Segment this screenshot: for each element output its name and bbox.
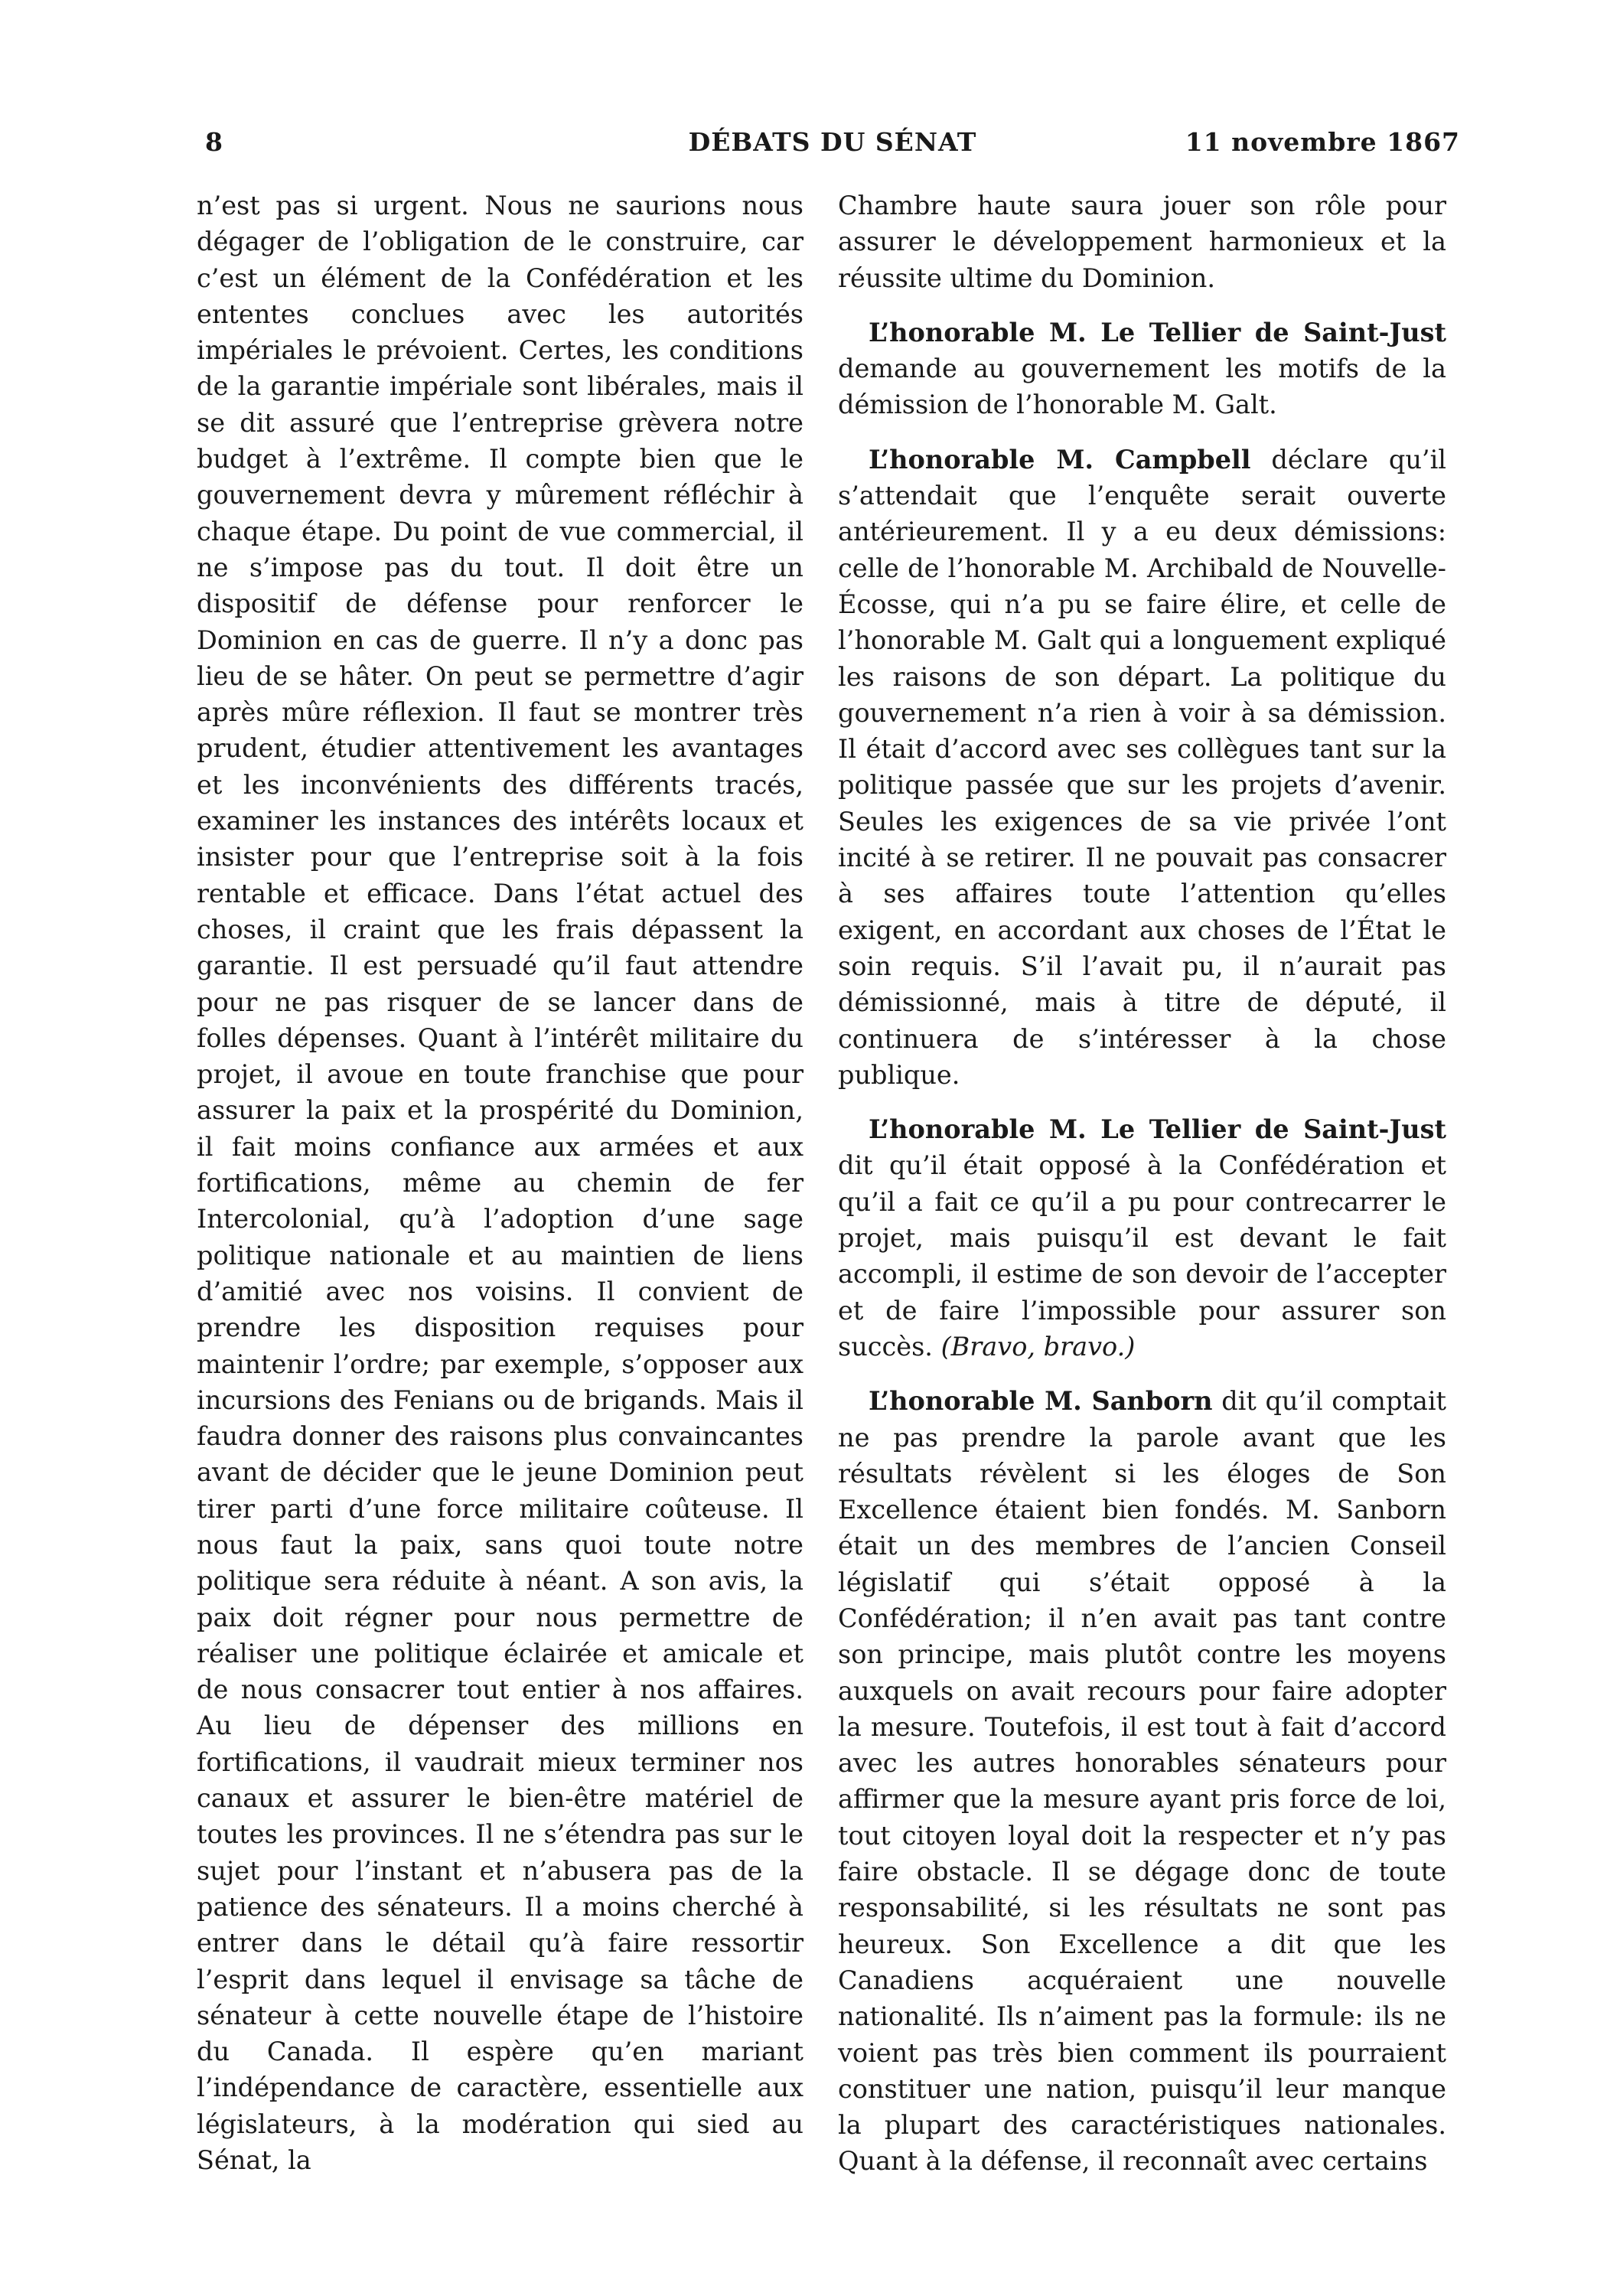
speech-paragraph xyxy=(838,1111,1446,1365)
speech-paragraph xyxy=(838,315,1446,423)
speech-text: demande au gouvernement les motifs de la démission de l’honorable M. Galt. xyxy=(838,354,1446,420)
continued-paragraph: Chambre haute saura jouer son rôle pour assurer le développement harmonieux et la réussite ultime du Dominion. xyxy=(838,191,1446,293)
speech-paragraph xyxy=(838,1383,1446,2180)
page-number: 8 xyxy=(205,127,223,157)
speaker-name: L’honorable M. Sanborn xyxy=(869,1386,1213,1417)
left-column-paragraph: n’est pas si urgent. Nous ne saurions nous dégager de l’obligation de le construire, car c’est un élément de la Confédération et les ententes conclues avec les autorités impériales le prévoient. Certes, les conditions de la garantie impériale sont libérales, mais il se dit assuré que l’entreprise grèvera notre budget à l’extrême. Il compte bien que le gouvernement devra y mûrement réfléchir à chaque étape. Du point de vue commercial, il ne s’impose pas du tout. Il doit être un dispositif de défense pour renforcer le Dominion en cas de guerre. Il n’y a donc pas lieu de se hâter. On peut se permettre d’agir après mûre réflexion. Il faut se montrer très prudent, étudier attentivement les avantages et les inconvénients des différents tracés, examiner les instances des intérêts locaux et insister pour que l’entreprise soit à la fois rentable et efficace. Dans l’état actuel des choses, il craint que les frais dépassent la garantie. Il est persuadé qu’il faut attendre pour ne pas risquer de se lancer dans de folles dépenses. Quant à l’intérêt militaire du projet, il avoue en toute franchise que pour assurer la paix et la prospérité du Dominion, il fait moins confiance aux armées et aux fortifications, même au chemin de fer Intercolonial, qu’à l’adoption d’une sage politique nationale et au maintien de liens d’amitié avec nos voisins. Il convient de prendre les disposition requises pour maintenir l’ordre; par exemple, s’opposer aux incursions des Fenians ou de brigands. Mais il faudra donner des raisons plus convaincantes avant de décider que le jeune Dominion peut tirer parti d’une force militaire coûteuse. Il nous faut la paix, sans quoi toute notre politique sera réduite à néant. A son avis, la paix doit régner pour nous permettre de réaliser une politique éclairée et amicale et de nous consacrer tout entier à nos affaires. Au lieu de dépenser des millions en fortifications, il vaudrait mieux terminer nos canaux et assurer le bien-être matériel de toutes les provinces. Il ne s’étendra pas sur le sujet pour l’instant et n’abusera pas de la patience des sénateurs. Il a moins cherché à entrer dans le détail qu’à faire ressortir l’esprit dans lequel il envisage sa tâche de sénateur à cette nouvelle étape de l’histoire du Canada. Il espère qu’en mariant l’indépendance de caractère, essentielle aux législateurs, à la modération qui sied au Sénat, la xyxy=(197,191,804,2176)
applause-note: (Bravo, bravo.) xyxy=(940,1331,1136,1362)
page-header xyxy=(205,127,1460,158)
speaker-name: L’honorable M. Le Tellier de Saint-Just xyxy=(869,1114,1446,1145)
session-date: 11 novembre 1867 xyxy=(1185,127,1460,157)
speech-paragraph xyxy=(838,442,1446,1093)
right-column xyxy=(838,188,1446,2180)
speaker-name: L’honorable M. Le Tellier de Saint-Just xyxy=(869,317,1446,347)
speech-text: dit qu’il comptait ne pas prendre la parole avant que les résultats révèlent si les éloges de Son Excellence étaient bien fondés. M. Sanborn était un des membres de l’ancien Conseil législatif qui s’était opposé à la Confédération; il n’en avait pas tant contre son principe, mais plutôt contre les moyens auxquels on avait recours pour faire adopter la mesure. Toutefois, il est tout à fait d’accord avec les autres honorables sénateurs pour affirmer que la mesure ayant pris force de loi, tout citoyen loyal doit la respecter et n’y pas faire obstacle. Il se dégage donc de toute responsabilité, si les résultats ne sont pas heureux. Son Excellence a dit que les Canadiens acquéraient une nouvelle nationalité. Ils n’aiment pas la formule: ils ne voient pas très bien comment ils pourraient constituer une nation, puisqu’il leur manque la plupart des caractéristiques nationales. Quant à la défense, il reconnaît avec certains xyxy=(838,1386,1447,2177)
speaker-name: L’honorable M. Campbell xyxy=(869,444,1251,475)
publication-title: DÉBATS DU SÉNAT xyxy=(688,127,977,157)
speech-text: dit qu’il était opposé à la Confédération et qu’il a fait ce qu’il a pu pour contrecarrer le projet, mais puisqu’il est devant le fait accompli, il estime de son devoir de l’accepter et de faire l’impossible pour assurer son succès. xyxy=(838,1150,1446,1362)
left-column xyxy=(197,188,804,2178)
speech-text: déclare qu’il s’attendait que l’enquête serait ouverte antérieurement. Il y a eu deux démissions: celle de l’honorable M. Archibald de Nouvelle-Écosse, qui n’a pu se faire élire, et celle de l’honorable M. Galt qui a longuement expliqué les raisons de son départ. La politique du gouvernement n’a rien à voir à sa démission. Il était d’accord avec ses collègues tant sur la politique passée que sur les projets d’avenir. Seules les exigences de sa vie privée l’ont incité à se retirer. Il ne pouvait pas consacrer à ses affaires toute l’attention qu’elles exigent, en accordant aux choses de l’État le soin requis. S’il l’avait pu, il n’aurait pas démissionné, mais à titre de député, il continuera de s’intéresser à la chose publique. xyxy=(838,444,1447,1090)
